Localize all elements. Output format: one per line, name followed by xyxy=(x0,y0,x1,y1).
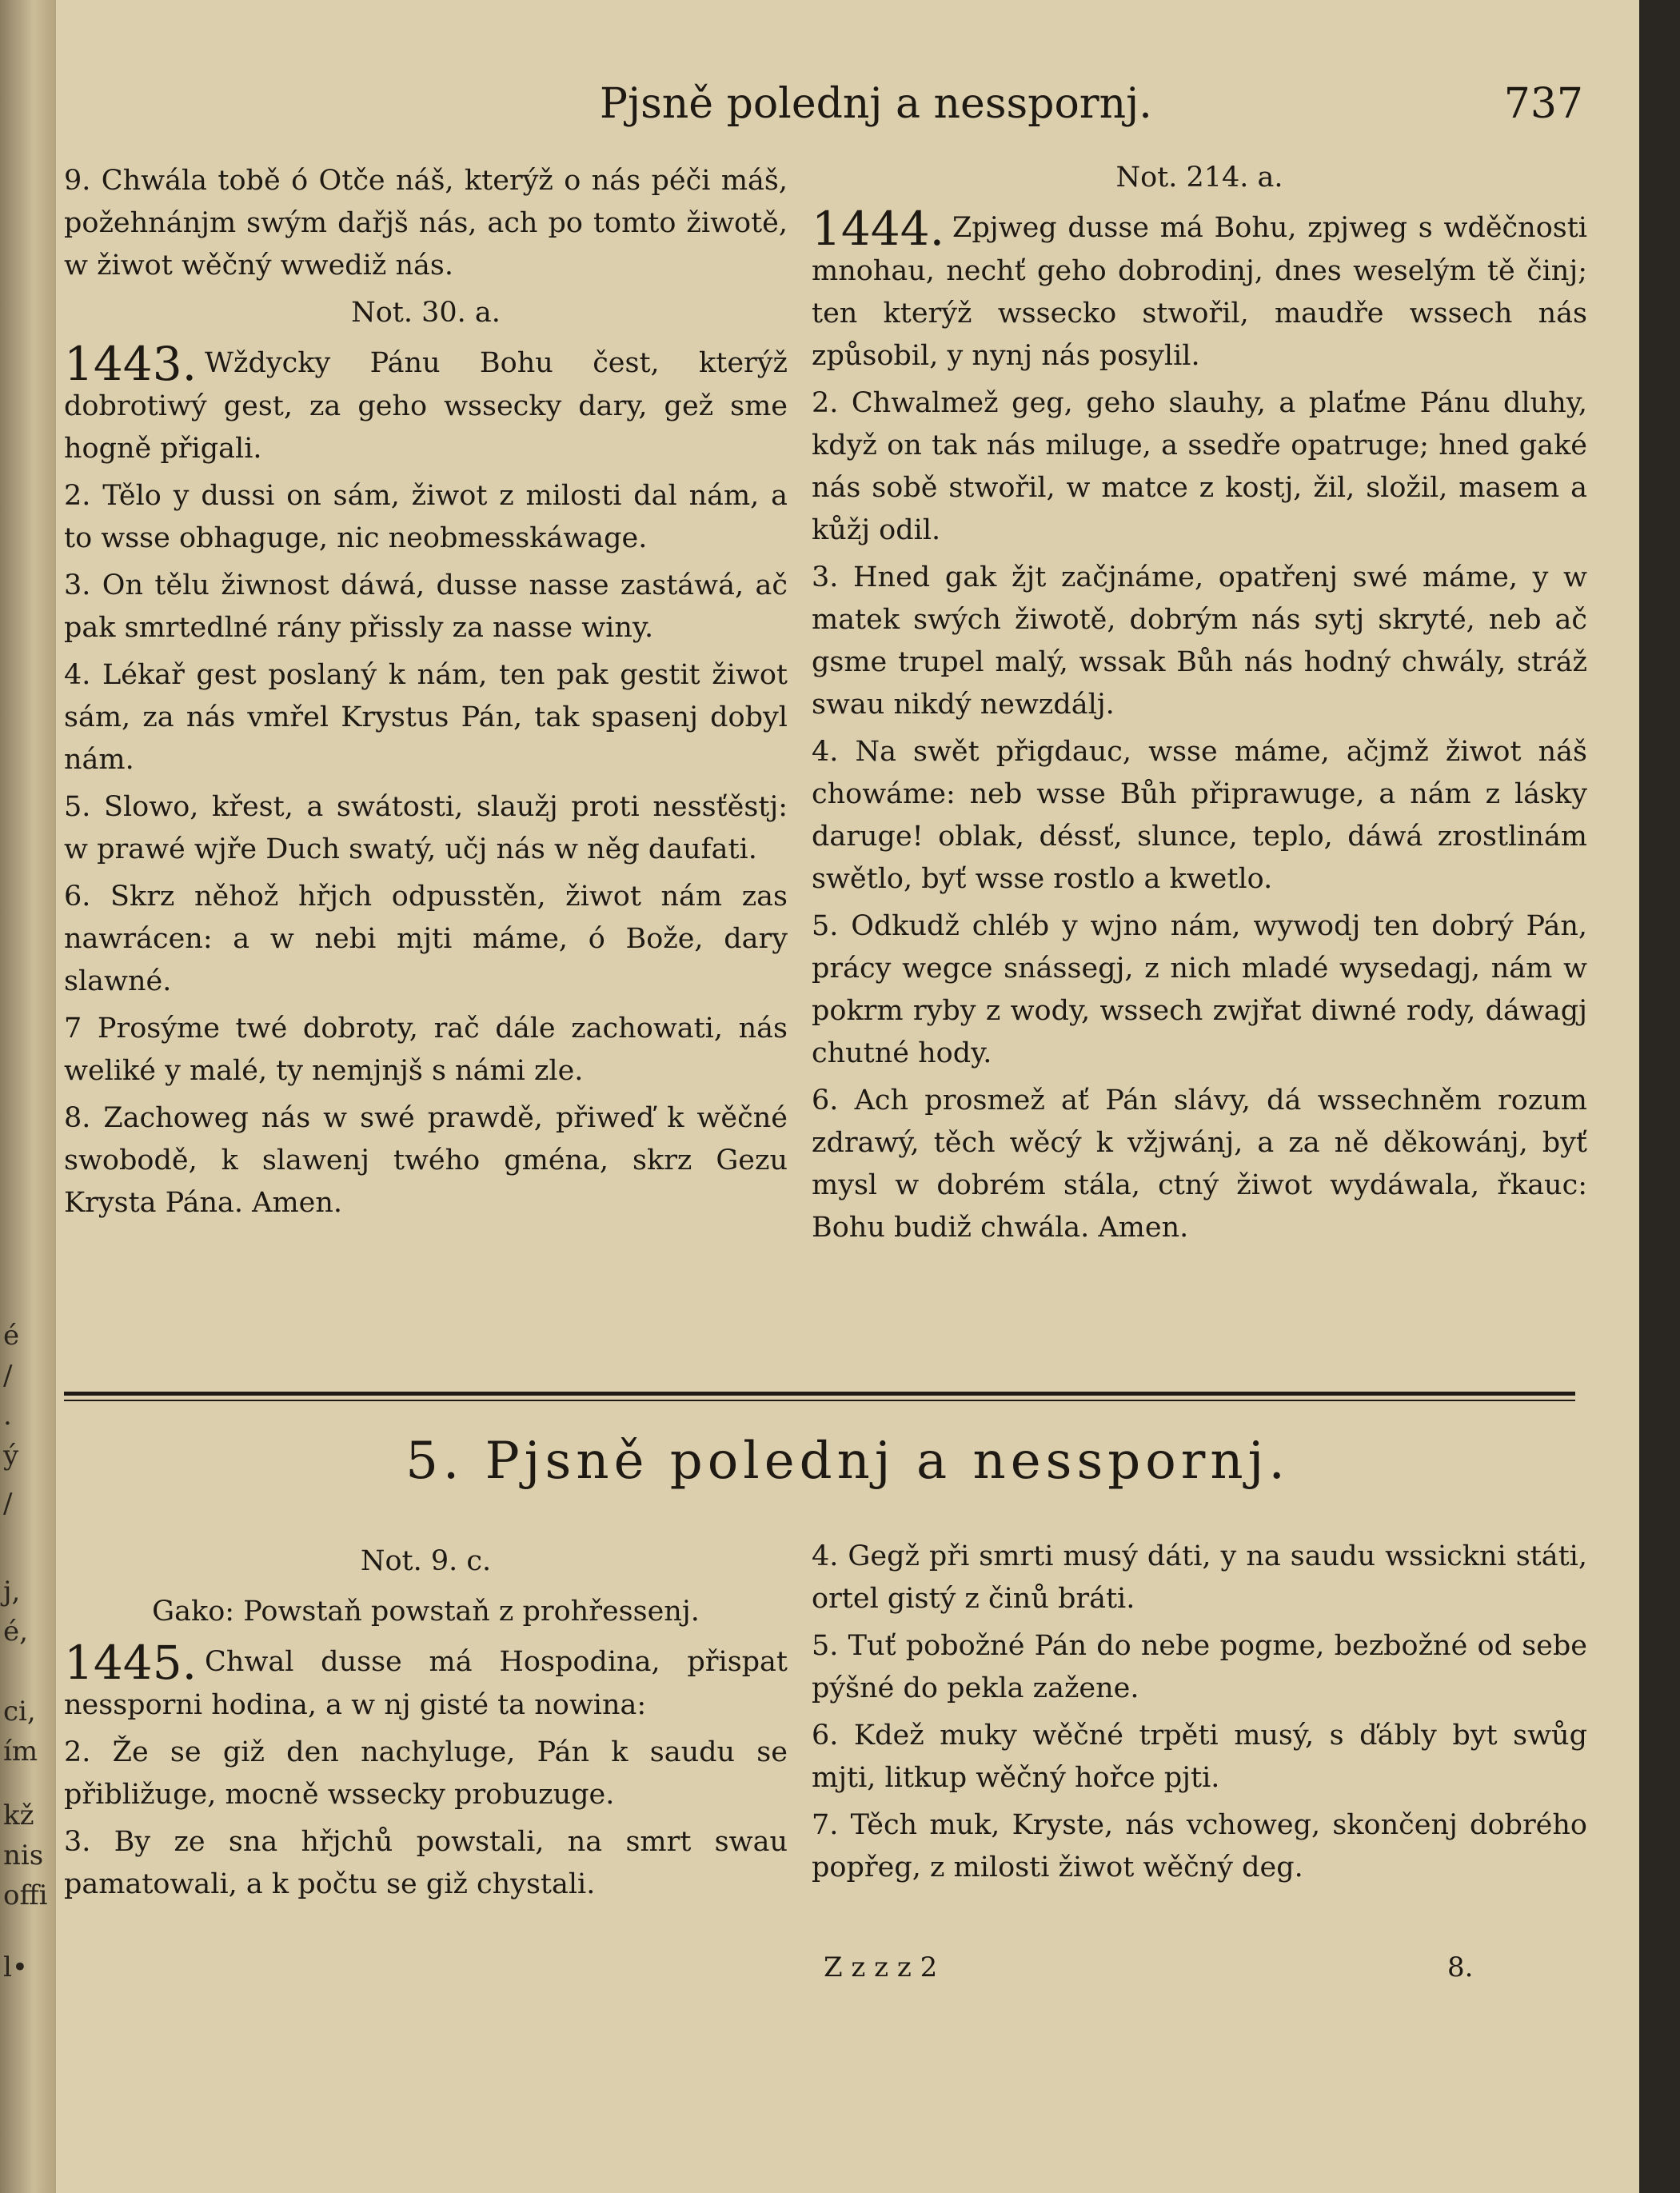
verse: 8. Zachoweg nás w swé prawdě, přiweď k wěčné swobodě, k slawenj twého gména, skrz Gezu Krysta Pána. Amen. xyxy=(64,1102,788,1219)
left-column xyxy=(64,160,788,1229)
verse: 2. Že se giž den nachyluge, Pán k saudu se přibližuge, mocně wssecky probuzuge. xyxy=(64,1736,788,1811)
fragment: nis xyxy=(3,1839,44,1871)
verse: 6. Skrz něhož hřjch odpusstěn, žiwot nám zas nawrácen: a w nebi mjti máme, ó Bože, dary slawné. xyxy=(64,881,788,997)
fragment: offi xyxy=(3,1879,48,1911)
verse: 3. By ze sna hřjchů powstali, na smrt swau pamatowali, a k počtu se giž chystali. xyxy=(64,1826,788,1900)
hymn-1445 xyxy=(64,1636,788,1727)
dark-background-edge xyxy=(1639,0,1680,2193)
fragment: / xyxy=(3,1360,13,1392)
bottom-right-column xyxy=(812,1536,1587,1894)
catchword: 8. xyxy=(1447,1951,1474,1983)
melody-note: Not. 214. a. xyxy=(1115,162,1283,194)
fragment: ý xyxy=(3,1440,19,1472)
verse: 2. Tělo y dussi on sám, žiwot z milosti dal nám, a to wsse obhaguge, nic neobmesskáwage. xyxy=(64,480,788,554)
fragment: / xyxy=(3,1488,13,1520)
signature-mark: Z z z z 2 xyxy=(824,1951,938,1983)
melody-note: Not. 9. c. xyxy=(360,1545,492,1577)
hymn-number: 1443. xyxy=(64,337,198,391)
hymn-text: Chwal dusse má Hospodina, přispat nessporni hodina, a w nj gisté ta nowina: xyxy=(64,1646,788,1721)
fragment: é, xyxy=(3,1616,28,1648)
page-number: 737 xyxy=(1503,80,1583,128)
hymn-text: Zpjweg dusse má Bohu, zpjweg s wděčnosti mnohau, nechť geho dobrodinj, dnes weselým tě činj; ten kterýž wssecko stwořil, maudře wssech nás způsobil, y nynj nás posylil. xyxy=(812,212,1587,372)
running-title: Pjsně polednj a nesspornj. xyxy=(600,80,1152,128)
divider-rule xyxy=(64,1392,1575,1396)
fragment: ím xyxy=(3,1736,38,1768)
hymn-number: 1444. xyxy=(812,202,945,256)
verse: 6. Ach prosmež ať Pán slávy, dá wssechněm rozum zdrawý, těch wěcý k vžjwánj, a za ně děkowánj, byť mysl w dobrém stála, ctný žiwot wydáwala, řkauc: Bohu budiž chwála. Amen. xyxy=(812,1085,1587,1244)
melody-note: Not. 30. a. xyxy=(351,297,501,329)
running-header xyxy=(56,80,1639,136)
melody-reference: Gako: Powstaň powstaň z prohřessenj. xyxy=(152,1596,700,1628)
verse: 4. Gegž při smrti musý dáti, y na saudu wssickni státi, ortel gistý z činů bráti. xyxy=(812,1540,1587,1615)
verse: 2. Chwalmež geg, geho slauhy, a plaťme Pánu dluhy, když on tak nás miluge, a ssedře opatruge; hned gaké nás sobě stwořil, w matce z kostj, žil, složil, masem a kůžj odil. xyxy=(812,387,1587,546)
fragment: kž xyxy=(3,1800,34,1831)
divider-rule xyxy=(64,1400,1575,1401)
verse: 3. On tělu žiwnost dáwá, dusse nasse zastáwá, ač pak smrtedlné rány přissly za nasse winy. xyxy=(64,569,788,644)
verse: 3. Hned gak žjt začjnáme, opatřenj swé máme, y w matek swých žiwotě, dobrým nás sytj skryté, neb ač gsme trupel malý, wssak Bůh nás hodný chwály, stráž swau nikdý newzdálj. xyxy=(812,561,1587,721)
bottom-left-column xyxy=(64,1536,788,1911)
verse: 4. Na swět přigdauc, wsse máme, ačjmž žiwot náš chowáme: neb wsse Bůh připrawuge, a nám z lásky daruge! oblak, déssť, slunce, teplo, dáwá zrostlinám swětlo, byť wsse rostlo a kwetlo. xyxy=(812,736,1587,895)
verse: 4. Lékař gest poslaný k nám, ten pak gestit žiwot sám, za nás vmřel Krystus Pán, tak spasenj dobyl nám. xyxy=(64,659,788,776)
hymn-number: 1445. xyxy=(64,1636,198,1690)
fragment: é xyxy=(3,1320,20,1352)
fragment: l• xyxy=(3,1951,28,1983)
fragment: j, xyxy=(3,1576,21,1608)
section-title: 5. Pjsně polednj a nesspornj. xyxy=(405,1432,1290,1491)
verse: 9. Chwála tobě ó Otče náš, kterýž o nás péči máš, požehnánjm swým dařjš nás, ach po tomto žiwotě, w žiwot wěčný wwediž nás. xyxy=(64,165,788,282)
verse: 7. Těch muk, Kryste, nás vchoweg, skončenj dobrého popřeg, z milosti žiwot wěčný deg. xyxy=(812,1809,1587,1883)
hymn-1444 xyxy=(812,202,1587,377)
hymn-1443 xyxy=(64,337,788,470)
verse: 5. Odkudž chléb y wjno nám, wywodj ten dobrý Pán, prácy wegce snássegj, z nich mladé wysedagj, nám w pokrm ryby z wody, wssech zwjřat diwné rody, dáwagj chutné hody. xyxy=(812,910,1587,1069)
verse: 5. Slowo, křest, a swátosti, slaužj proti nessťěstj: w prawé wjře Duch swatý, učj nás w něg daufati. xyxy=(64,791,788,865)
verse: 7 Prosýme twé dobroty, rač dále zachowati, nás weliké y malé, ty nemjnjš s námi zle. xyxy=(64,1013,788,1087)
verse: 6. Kdež muky wěčné trpěti musý, s ďábly byt swůg mjti, litkup wěčný hořce pjti. xyxy=(812,1720,1587,1794)
right-column xyxy=(812,152,1587,1254)
book-page xyxy=(56,0,1639,2193)
fragment: . xyxy=(3,1400,12,1432)
fragment: ci, xyxy=(3,1696,36,1728)
hymn-text: Wždycky Pánu Bohu čest, kterýž dobrotiwý gest, za geho wssecky dary, gež sme hogně přigali. xyxy=(64,347,788,465)
adjacent-page-edge xyxy=(0,0,56,2193)
verse: 5. Tuť pobožné Pán do nebe pogme, bezbožné od sebe pýšné do pekla zažene. xyxy=(812,1630,1587,1704)
